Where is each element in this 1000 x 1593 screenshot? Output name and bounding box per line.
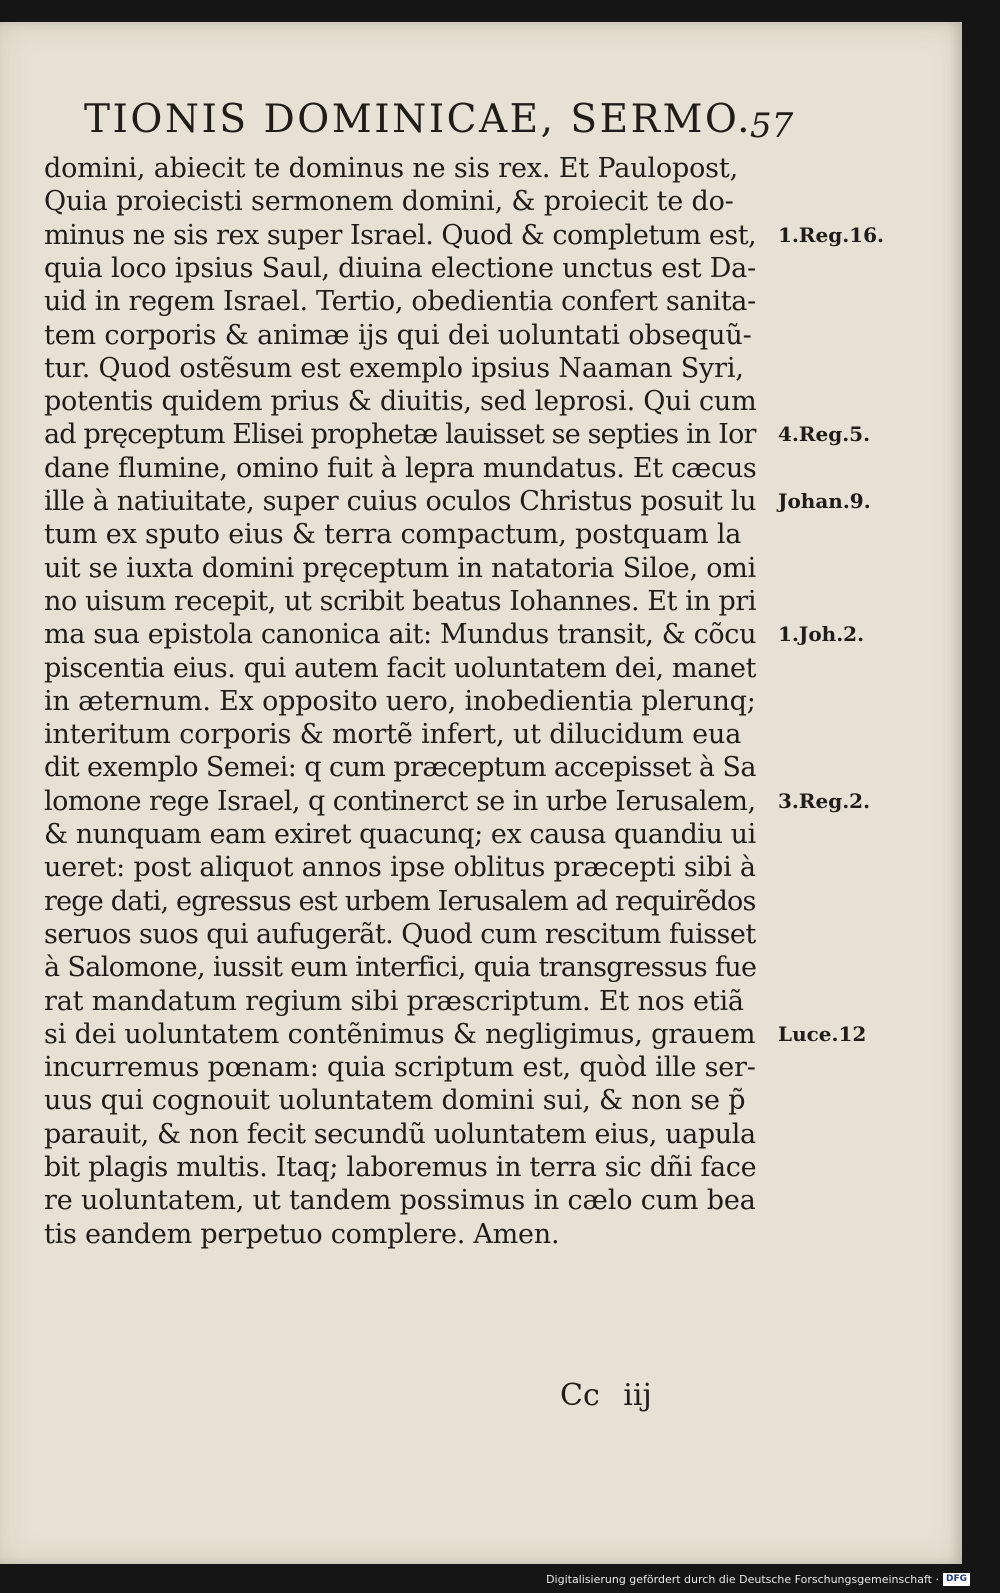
text-line: seruos suos qui aufugerãt. Quod cum rescitum fuisset — [44, 918, 756, 950]
text-line: dit exemplo Semei: q cum præceptum accepisset à Sa — [44, 752, 756, 784]
text-line: potentis quidem prius & diuitis, sed leprosi. Qui cum — [44, 386, 757, 418]
text-line: no uisum recepit, ut scribit beatus Iohannes. Et in pri — [44, 585, 757, 617]
text-line: re uoluntatem, ut tandem possimus in cælo cum bea — [44, 1185, 756, 1217]
text-line: tem corporis & animæ ijs qui dei uoluntati obsequũ- — [44, 319, 752, 351]
text-line: & nunquam eam exiret quacunq; ex causa quandiu ui — [44, 819, 756, 850]
book-page — [0, 22, 962, 1564]
running-title: TIONIS DOMINICAE, SERMO. — [84, 97, 752, 142]
text-line: tur. Quod ostẽsum est exemplo ipsius Naaman Syri, — [44, 352, 744, 384]
text-line: si dei uoluntatem contẽnimus & negligimus, grauem — [44, 1018, 756, 1050]
text-line: ille à natiuitate, super cuius oculos Christus posuit lu — [44, 486, 757, 517]
text-line: à Salomone, iussit eum interfici, quia transgressus fue — [44, 952, 757, 984]
text-line: ueret: post aliquot annos ipse oblitus præcepti sibi à — [44, 852, 756, 884]
text-line: minus ne sis rex super Israel. Quod & completum est, — [44, 219, 757, 251]
text-line: rege dati, egressus est urbem Ierusalem ad requirẽdos — [44, 885, 756, 917]
funding-credit: Digitalisierung gefördert durch die Deutsche Forschungsgemeinschaft · — [546, 1573, 939, 1586]
footer — [546, 1573, 970, 1586]
signature-mark: Cc iij — [560, 1378, 652, 1413]
text-line: bit plagis multis. Itaq; laboremus in terra sic dñi face — [44, 1152, 757, 1183]
text-line: incurremus pœnam: quia scriptum est, quòd ille ser- — [44, 1052, 756, 1084]
text-line: in æternum. Ex opposito uero, inobedientia plerunq; — [44, 685, 756, 717]
text-line: tis eandem perpetuo complere. Amen. — [44, 1218, 560, 1250]
dfg-logo: DFG — [943, 1573, 970, 1586]
marginal-note: Johan.9. — [778, 489, 871, 513]
marginal-note: Luce.12 — [778, 1021, 867, 1046]
marginal-note: 1.Reg.16. — [778, 222, 884, 247]
text-line: piscentia eius. qui autem facit uoluntatem dei, manet — [44, 652, 757, 684]
text-line: uit se iuxta domini pręceptum in natatoria Siloe, omi — [44, 552, 757, 584]
text-line: quia loco ipsius Saul, diuina electione unctus est Da- — [44, 252, 756, 284]
marginal-note: 4.Reg.5. — [778, 422, 871, 447]
marginal-note: 1.Joh.2. — [778, 622, 865, 647]
text-line: parauit, & non fecit secundũ uoluntatem eius, uapula — [44, 1118, 756, 1150]
text-line: ma sua epistola canonica ait: Mundus transit, & cõcu — [44, 619, 757, 651]
page-number: 57 — [750, 106, 794, 146]
text-line: domini, abiecit te dominus ne sis rex. Et Paulopost, — [44, 153, 739, 184]
text-line: tum ex sputo eius & terra compactum, postquam la — [44, 519, 742, 551]
text-line: uus qui cognouit uoluntatem domini sui, & non se p̃ — [44, 1085, 746, 1117]
text-line: Quia proiecisti sermonem domini, & proiecit te do- — [44, 186, 734, 218]
text-line: ad pręceptum Elisei prophetæ lauisset se septies in Ior — [44, 419, 756, 451]
text-line: lomone rege Israel, q continerct se in urbe Ierusalem, — [44, 785, 756, 817]
marginal-note: 3.Reg.2. — [778, 788, 871, 813]
text-line: interitum corporis & mortẽ infert, ut dilucidum eua — [44, 719, 742, 751]
text-line: uid in regem Israel. Tertio, obedientia confert sanita- — [44, 286, 756, 318]
text-line: dane flumine, omino fuit à lepra mundatus. Et cæcus — [44, 452, 757, 484]
text-line: rat mandatum regium sibi præscriptum. Et nos etiã — [44, 985, 744, 1017]
